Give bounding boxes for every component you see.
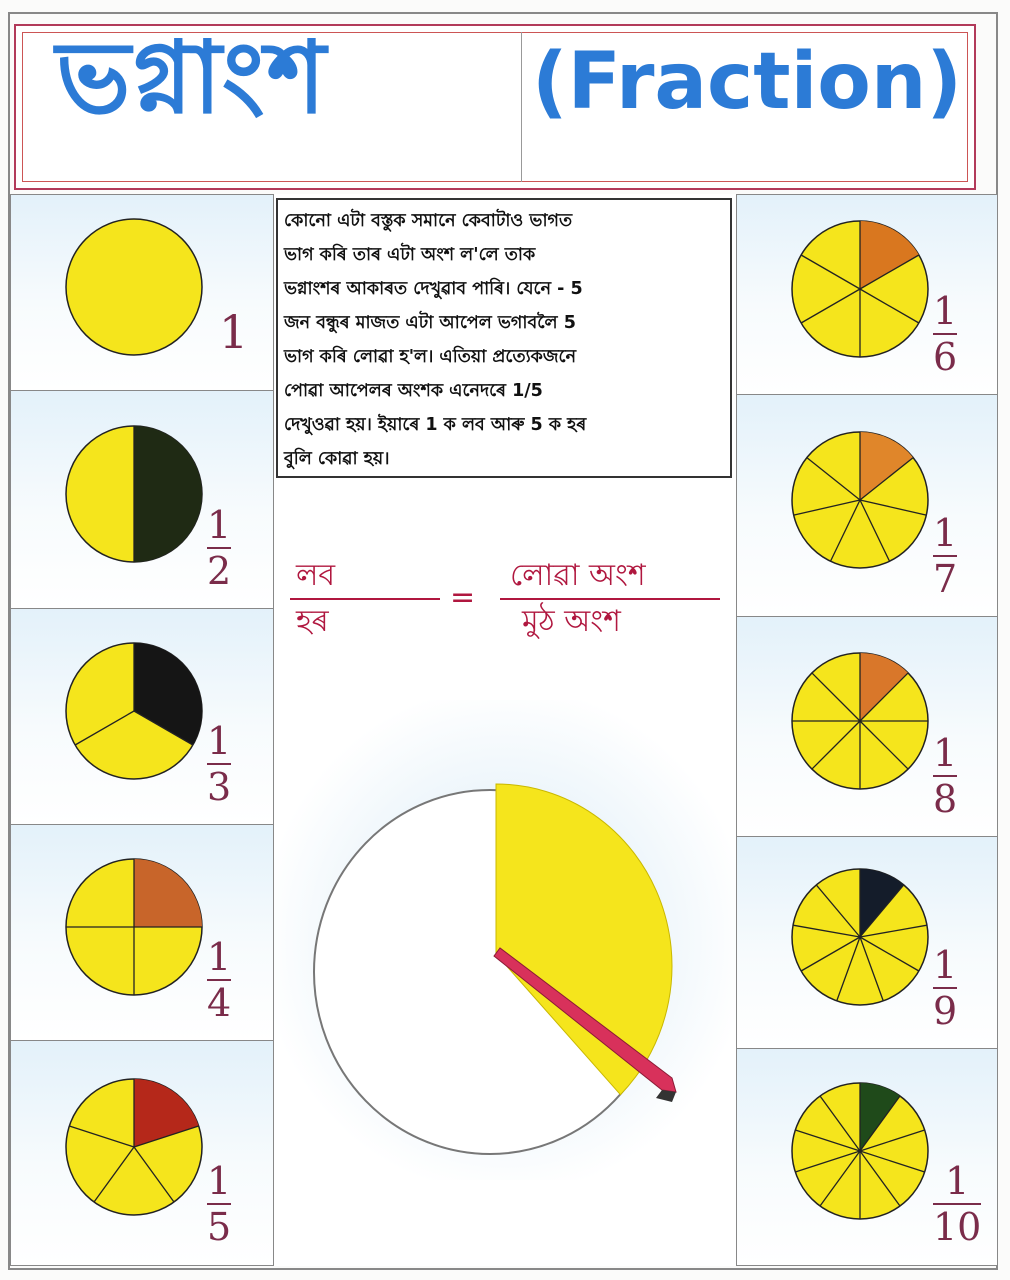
description-box [276,198,732,478]
right-fraction-cell [737,195,997,395]
title-divider [521,32,522,182]
fraction-dial[interactable] [300,760,700,1160]
fraction-label [933,945,957,1031]
formula-numerator-label: লব [296,558,336,593]
fraction-numerator: 1 [933,289,958,333]
fraction-numerator: 1 [933,731,958,775]
fraction-circle [789,1080,931,1222]
description-line: ভাগ কৰি লোৱা হ'ল। এতিয়া প্ৰত্যেকজনে [284,347,577,367]
fraction-denominator: 8 [933,777,958,821]
fraction-formula [290,556,730,646]
right-fraction-column [736,194,998,1266]
dial-pointer-tip [656,1090,676,1102]
description-line: দেখুওৱা হয়। ইয়াৰে 1 ক লব আৰু 5 ক হৰ [284,415,587,435]
fraction-circle [63,423,205,565]
right-fraction-cell [737,1049,997,1265]
fraction-label [933,513,957,599]
fraction-circle [789,650,931,792]
fraction-circle [63,216,205,358]
title-assamese: ভগ্নাংশ [56,19,328,136]
description-line: জন বন্ধুৰ মাজত এটা আপেল ভগাবলৈ 5 [284,313,576,333]
left-fraction-cell [11,1041,273,1265]
circle-base [66,219,202,355]
formula-left-bar [290,598,440,600]
fraction-denominator: 7 [933,557,958,601]
fraction-denominator: 3 [207,765,232,809]
fraction-circle [789,866,931,1008]
fraction-denominator: 5 [207,1205,232,1249]
fraction-circle [63,640,205,782]
fraction-denominator: 9 [933,989,958,1033]
left-fraction-cell [11,609,273,825]
formula-right-bar [500,598,720,600]
formula-rhs-denominator: মুঠ অংশ [522,604,621,639]
formula-denominator-label: হৰ [296,604,329,639]
fraction-denominator: 4 [207,981,232,1025]
fraction-numerator: 1 [933,511,958,555]
shaded-sector [134,859,202,927]
fraction-label [207,1161,231,1247]
fraction-denominator: 2 [207,549,232,593]
formula-equals: = [450,580,476,615]
description-line: বুলি কোৱা হয়। [284,449,390,469]
fraction-numerator: 1 [945,1159,970,1203]
description-line: কোনো এটা বস্তুক সমানে কেবাটাও ভাগত [284,211,573,231]
title-english: (Fraction) [532,37,963,127]
fraction-circle [63,856,205,998]
left-fraction-column [10,194,274,1266]
fraction-label [933,291,957,377]
shaded-sector [134,426,202,562]
description-line: ভগ্নাংশৰ আকাৰত দেখুৱাব পাৰি। যেনে - 5 [284,279,583,299]
fraction-whole-label: 1 [219,305,249,359]
fraction-label [933,733,957,819]
fraction-label [207,937,231,1023]
fraction-label [207,721,231,807]
description-line: পোৱা আপেলৰ অংশক এনেদৰে 1/5 [284,381,543,401]
fraction-circle [789,218,931,360]
fraction-numerator: 1 [207,1159,232,1203]
description-line: ভাগ কৰি তাৰ এটা অংশ ল'লে তাক [284,245,536,265]
fraction-numerator: 1 [933,943,958,987]
left-fraction-cell [11,391,273,609]
fraction-label [207,505,231,591]
left-fraction-cell [11,825,273,1041]
right-fraction-cell [737,617,997,837]
formula-rhs-numerator: লোৱা অংশ [510,558,646,593]
fraction-denominator: 6 [933,335,958,379]
fraction-numerator: 1 [207,503,232,547]
fraction-label [933,1161,981,1247]
fraction-numerator: 1 [207,719,232,763]
right-fraction-cell [737,395,997,617]
fraction-circle [789,429,931,571]
fraction-numerator: 1 [207,935,232,979]
fraction-denominator: 10 [933,1205,982,1249]
left-fraction-cell [11,195,273,391]
fraction-circle [63,1076,205,1218]
right-fraction-cell [737,837,997,1049]
